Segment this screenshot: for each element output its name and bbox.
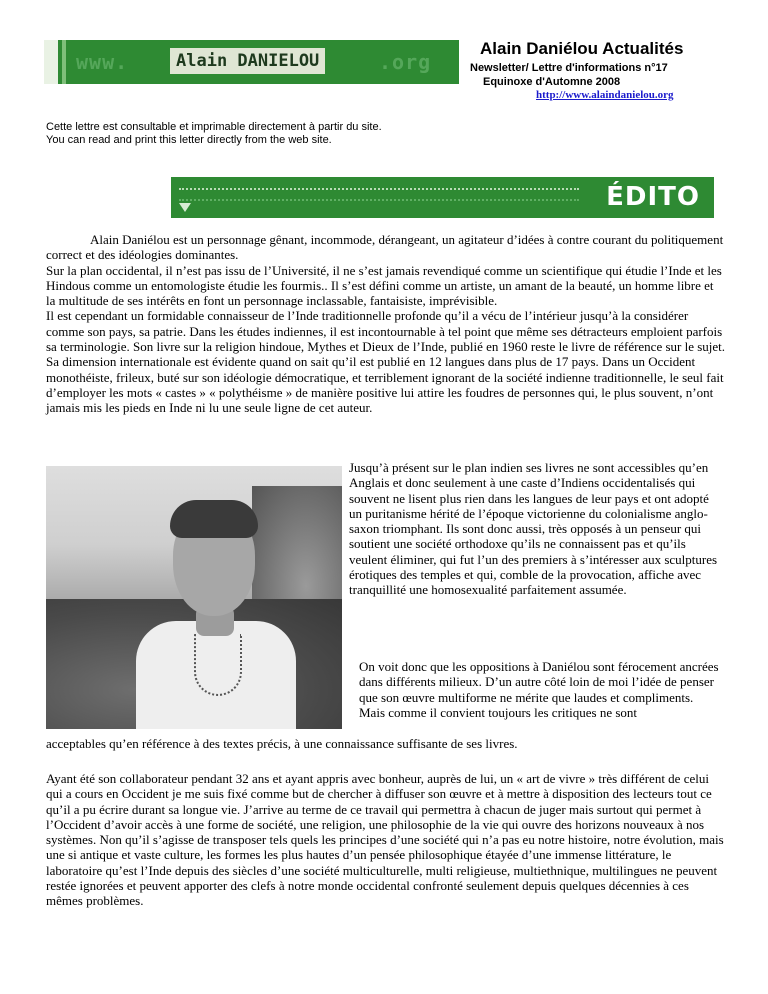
edito-dotted-line-2 [179,199,579,201]
banner-bar-decoration [44,40,58,84]
edito-dotted-line [179,188,579,190]
newsletter-issue-date: Equinoxe d'Automne 2008 [483,76,621,88]
edito-label: ÉDITO [606,182,700,212]
article-paragraph-4: Ayant été son collaborateur pendant 32 ans et ayant appris avec bonheur, auprès de lui, un « art de vivre » très différent de celui qui a cours en Occident je me suis fixé comme but de chercher à diffuser son œuvre et à mettre à disposition des lecteurs tout ce qu’il a pu écrire durant sa longue vie. J’arrive au terme de ce travail qui permettra à chacun de juger mais surtout qui permet à l’Occident d’avoir accès à une forme de société, une religion, une philosophie de la vie qui ouvre des horizons nouveaux à nos systèmes. Non qu’il s’agisse de transposer tels quels les principes d’une société qui n’a pas eu notre histoire, notre évolution, mais une si antique et vaste culture, les formes les plus hautes d’un pensée philosophique étayée d’une immense littérature, le laboratoire qu’est l’Inde depuis des siècles d’une société multiculturelle, multi religieuse, multiethnique, multilingues ne peuvent restée ignorées et peuvent apporter des clefs à notre monde occidental confronté seulement depuis quelques décennies à ces mêmes problèmes. [46,771,724,909]
banner-org: .org [379,50,432,74]
intro-french: Cette lettre est consultable et imprimable directement à partir du site. [46,121,382,133]
newsletter-title: Alain Daniélou Actualités [480,39,684,58]
intro-english: You can read and print this letter directly from the web site. [46,134,332,146]
banner-name: Alain DANIELOU [170,48,325,74]
arrow-down-icon [179,203,191,212]
newsletter-subtitle: Newsletter/ Lettre d'informations n°17 [470,62,668,74]
article-paragraph-3d: acceptables qu’en référence à des textes précis, à une connaissance suffisante de ses livres. [46,736,518,751]
article-paragraph-3: Il est cependant un formidable connaisseur de l’Inde traditionnelle profonde qu’il a vécu de l’intérieur jusqu’à la considérer comme son pays, sa patrie. Dans les études indiennes, il est incontournable à tel point que même ses détracteurs emploient parfois sa terminologie. Son livre sur la religion hindoue, Mythes et Dieux de l’Inde, publié en 1960 reste le livre de référence sur le sujet. Sa dimension internationale est évidente quand on sait qu’il est publié en 12 langues dans plus de 17 pays. Dans un Occident monothéiste, frileux, buté sur son idéologie démocratique, et terriblement ignorant de la société indienne traditionnelle, le seul fait d’employer les mots « castes » « polythéisme » de manière positive lui attire les foudres de personnes qui, le plus souvent, n’ont jamais mis les pieds en Inde ni lu une seule ligne de cet auteur. [46,308,726,416]
banner-bar-decoration-2 [62,40,66,84]
edito-section-banner [171,177,714,218]
article-paragraph-1: Alain Daniélou est un personnage gênant, incommode, dérangeant, un agitateur d’idées à contre courant du politiquement correct et des idéologies dominantes. [46,232,724,263]
portrait-photo [46,466,342,729]
site-banner-logo [44,40,459,84]
article-paragraph-3c: On voit donc que les oppositions à Daniélou sont férocement ancrées dans différents milieux. D’un autre côté loin de moi l’idée de penser que son œuvre multiforme ne mérite que laudes et compliments. Mais comme il convient toujours les critiques ne sont [359,659,719,720]
article-paragraph-3b: Jusqu’à présent sur le plan indien ses livres ne sont accessibles qu’en Anglais et donc seulement à une caste d’Indiens occidentalisés qui souvent ne lisent plus rien dans les langues de leur pays et ont adopté un puritanisme hérité de l’époque victorienne du colonialisme anglo-saxon triomphant. Ils sont donc aussi, très opposés à un penseur qui soutient une société orthodoxe qu’ils ne connaissent pas et qu’ils veulent éliminer, qui fut l’un des premiers à s’intéresser aux sculptures érotiques des temples et qui, comble de la provocation, affiche avec tranquillité une homosexualité parfaitement assumée. [349,460,718,598]
article-top-block [46,232,726,416]
article-paragraph-2: Sur la plan occidental, il n’est pas issu de l’Université, il ne s’est jamais revendiqué comme un scientifique qui étudie l’Inde et les Hindous comme un entomologiste étudie les fourmis.. Il s’est défini comme un artiste, un amant de la beauté, un homme libre et la multitude de ses intérêts en font un personnage inclassable, fantaisiste, imprévisible. [46,262,722,309]
website-link[interactable]: http://www.alaindanielou.org [536,89,674,101]
banner-www: www. [76,50,129,74]
